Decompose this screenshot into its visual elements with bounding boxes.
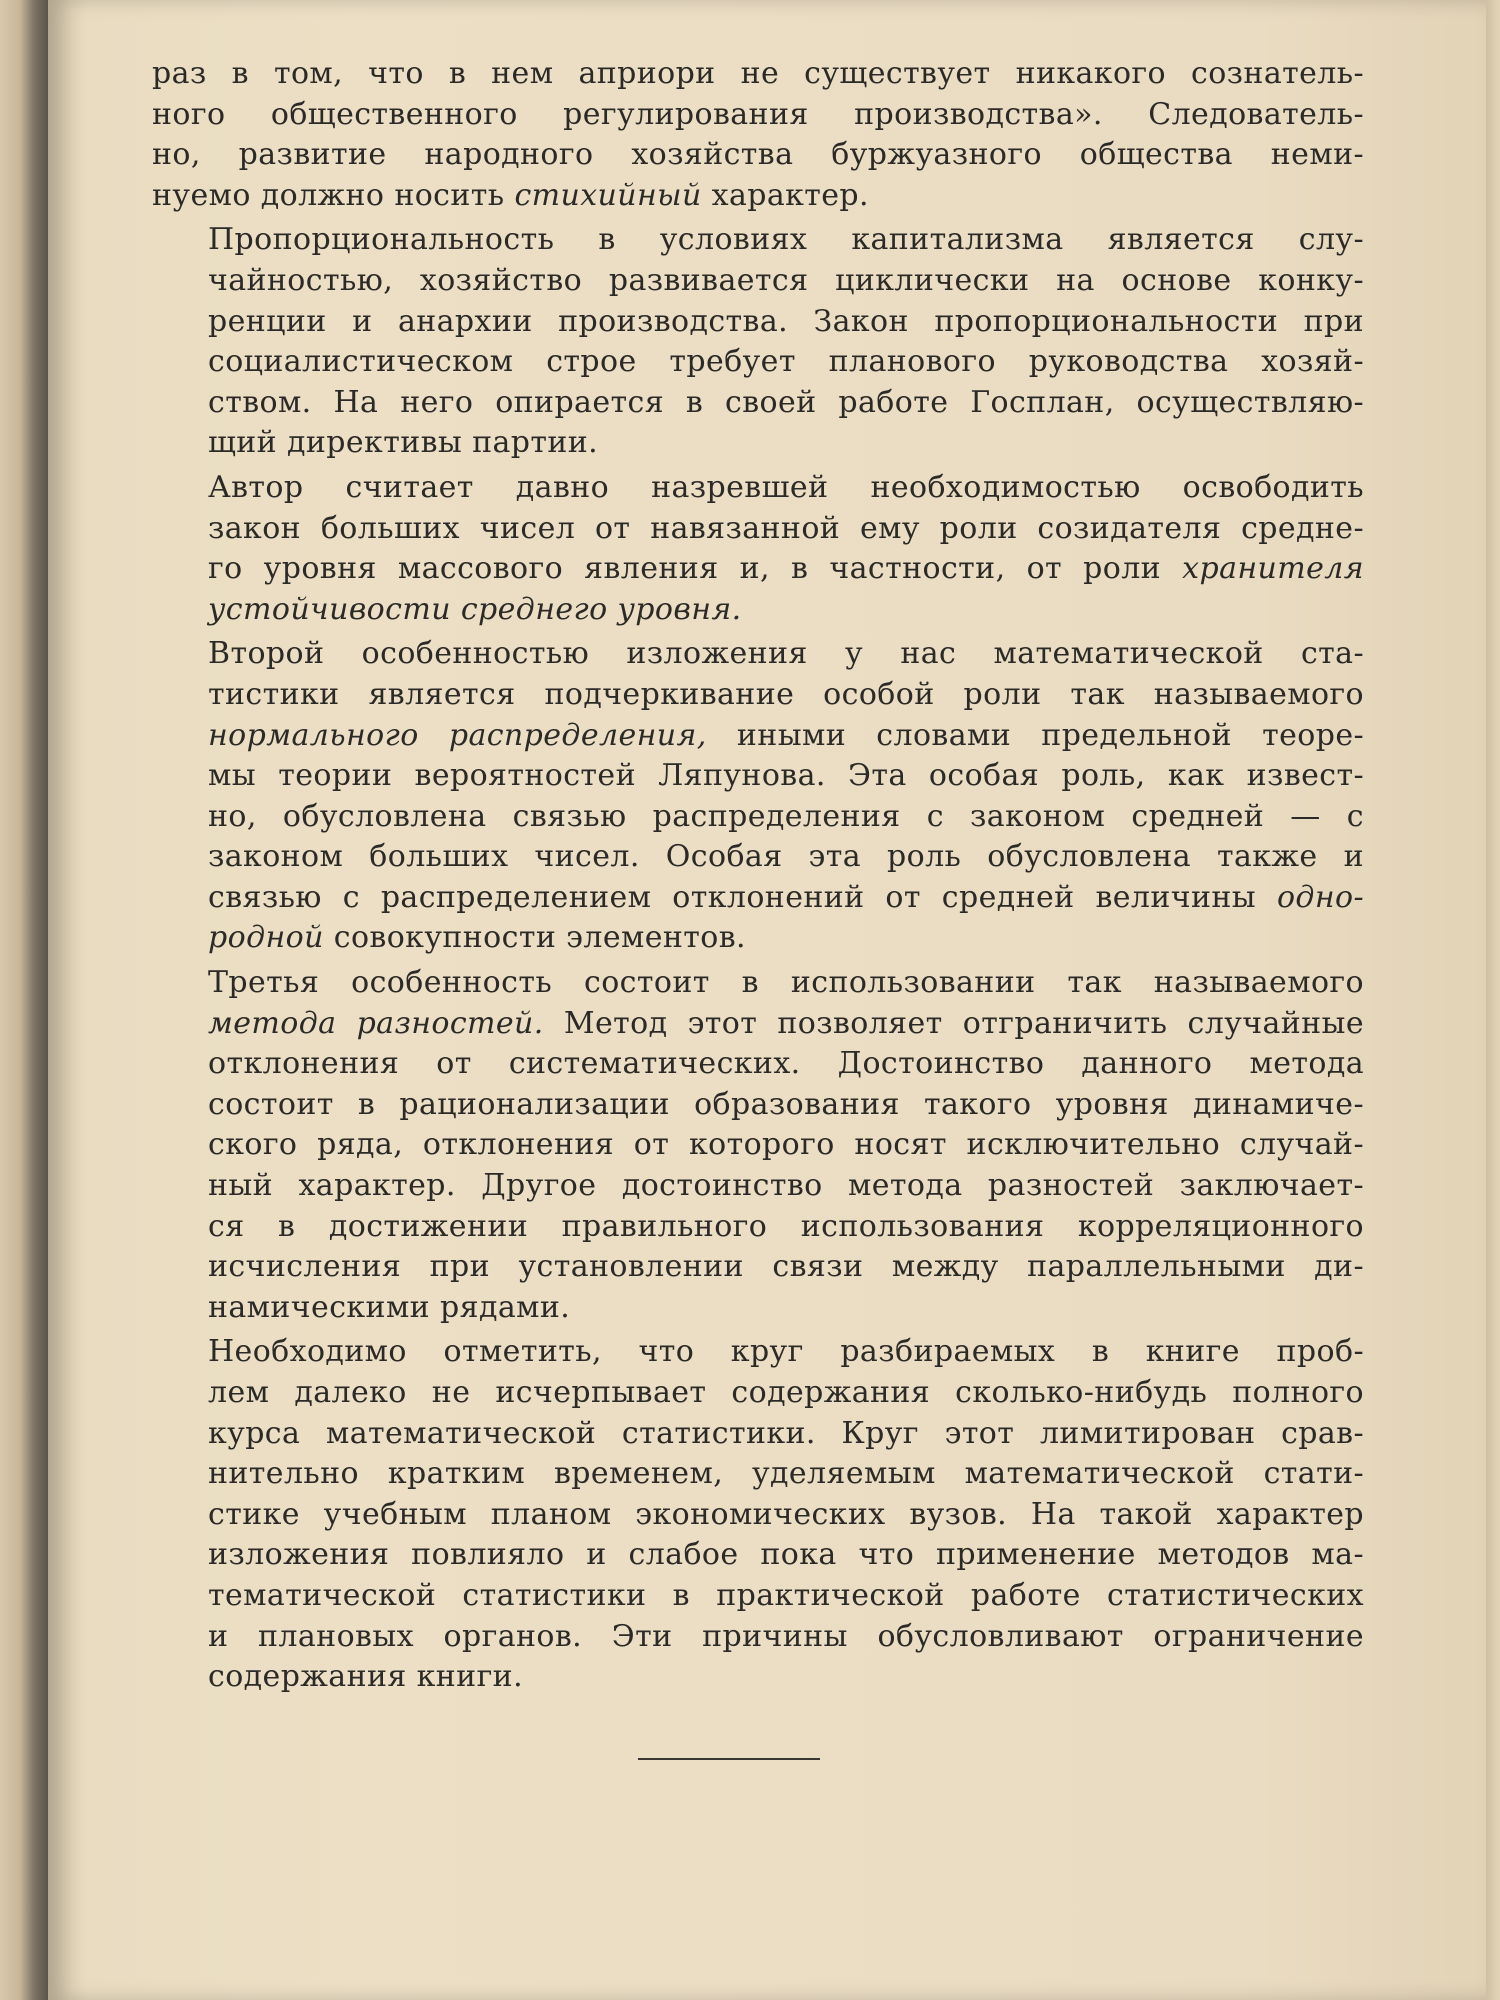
text-run: Автор считает давно назревшей необходимостью освободить: [208, 469, 1364, 505]
text-run: ством. На него опирается в своей работе Госплан, осуществляю-: [208, 384, 1364, 420]
italic-run: нормального распределения,: [208, 717, 707, 753]
text-line: [152, 95, 1364, 136]
text-line: [152, 878, 1364, 919]
text-run: отклонения от систематических. Достоинство данного метода: [208, 1046, 1364, 1082]
text-line: [152, 509, 1364, 550]
text-line: [152, 1044, 1364, 1085]
page-edge-right: [1486, 0, 1500, 2000]
text-line: [152, 1207, 1364, 1248]
text-line: [152, 423, 1364, 464]
text-line: [152, 634, 1364, 675]
text-line: [152, 342, 1364, 383]
text-run: Второй особенностью изложения у нас математической ста-: [208, 636, 1364, 672]
text-line: [152, 590, 1364, 631]
text-run: Метод этот позволяет отграничить случайные: [543, 1005, 1364, 1041]
text-run: ся в достижении правильного использования корреляционного: [208, 1208, 1364, 1244]
italic-run: родной: [208, 920, 324, 956]
text-run: характер.: [701, 177, 869, 213]
end-rule: [638, 1758, 820, 1760]
text-line: [152, 1454, 1364, 1495]
text-run: чайностью, хозяйство развивается циклически на основе конку-: [208, 262, 1364, 298]
text-run: щий директивы партии.: [208, 425, 599, 461]
text-line: [152, 1414, 1364, 1455]
text-run: тематической статистики в практической работе статистических: [208, 1577, 1364, 1613]
text-line: [152, 797, 1364, 838]
paragraph: [152, 634, 1364, 959]
text-run: иными словами предельной теоре-: [706, 717, 1365, 753]
text-line: [152, 176, 1364, 217]
text-line: [152, 468, 1364, 509]
text-run: мы теории вероятностей Ляпунова. Эта особая роль, как извест-: [208, 758, 1364, 794]
text-run: но, обусловлена связью распределения с законом средней — с: [208, 798, 1364, 834]
text-line: [152, 837, 1364, 878]
paragraph: [152, 54, 1364, 216]
paragraph: [152, 468, 1364, 630]
italic-run: хранителя: [1182, 551, 1364, 587]
paragraph: [152, 963, 1364, 1328]
text-run: ренции и анархии производства. Закон пропорциональности при: [208, 303, 1364, 339]
text-run: закон больших чисел от навязанной ему роли созидателя средне-: [208, 510, 1364, 546]
text-line: [152, 1247, 1364, 1288]
text-run: ного общественного регулирования производства». Следователь-: [152, 96, 1364, 132]
body-text: [152, 54, 1364, 1702]
text-run: нуемо должно носить: [152, 177, 515, 213]
text-line: [152, 54, 1364, 95]
paragraph: [152, 1332, 1364, 1697]
text-line: [152, 675, 1364, 716]
text-line: [152, 1166, 1364, 1207]
text-run: содержания книги.: [208, 1659, 524, 1695]
italic-run: одно-: [1276, 879, 1364, 915]
text-line: [152, 1576, 1364, 1617]
text-run: го уровня массового явления и, в частности, от роли: [208, 551, 1183, 587]
text-line: [152, 1373, 1364, 1414]
text-run: ского ряда, отклонения от которого носят исключительно случай-: [208, 1127, 1364, 1163]
text-line: [152, 549, 1364, 590]
text-run: законом больших чисел. Особая эта роль обусловлена также и: [208, 839, 1364, 875]
text-line: [152, 302, 1364, 343]
text-line: [152, 1125, 1364, 1166]
text-line: [152, 261, 1364, 302]
text-line: [152, 756, 1364, 797]
text-run: стике учебным планом экономических вузов. На такой характер: [208, 1496, 1364, 1532]
text-run: курса математической статистики. Круг этот лимитирован срав-: [208, 1415, 1364, 1451]
italic-run: метода разностей.: [208, 1005, 544, 1041]
text-line: [152, 1332, 1364, 1373]
text-run: изложения повлияло и слабое пока что применение методов ма-: [208, 1537, 1364, 1573]
text-line: [152, 1004, 1364, 1045]
italic-run: стихийный: [514, 177, 702, 213]
text-line: [152, 1085, 1364, 1126]
italic-run: устойчивости среднего уровня.: [208, 591, 742, 627]
text-run: тистики является подчеркивание особой роли так называемого: [208, 676, 1364, 712]
text-line: [152, 1657, 1364, 1698]
book-spine-shadow: [0, 0, 48, 2000]
text-run: состоит в рационализации образования такого уровня динамиче-: [208, 1086, 1364, 1122]
text-run: лем далеко не исчерпывает содержания сколько-нибудь полного: [208, 1375, 1364, 1410]
text-line: [152, 963, 1364, 1004]
text-line: [152, 135, 1364, 176]
text-line: [152, 220, 1364, 261]
text-line: [152, 1288, 1364, 1329]
text-line: [152, 918, 1364, 959]
text-line: [152, 1495, 1364, 1536]
text-run: нительно кратким временем, уделяемым математической стати-: [208, 1456, 1364, 1492]
text-line: [152, 716, 1364, 757]
text-run: раз в том, что в нем априори не существует никакого сознатель-: [152, 56, 1364, 91]
text-line: [152, 383, 1364, 424]
paragraph: [152, 220, 1364, 464]
text-run: связью с распределением отклонений от средней величины: [208, 879, 1277, 915]
text-run: но, развитие народного хозяйства буржуазного общества неми-: [152, 137, 1364, 173]
text-run: Необходимо отметить, что круг разбираемых в книге проб-: [208, 1334, 1364, 1370]
book-page: [48, 0, 1486, 2000]
text-run: намическими рядами.: [208, 1289, 571, 1325]
text-line: [152, 1535, 1364, 1576]
text-run: Пропорциональность в условиях капитализма является слу-: [208, 222, 1364, 258]
text-line: [152, 1617, 1364, 1658]
text-run: социалистическом строе требует планового руководства хозяй-: [208, 344, 1364, 380]
text-run: исчисления при установлении связи между параллельными ди-: [208, 1249, 1364, 1285]
text-run: и плановых органов. Эти причины обусловливают ограничение: [208, 1618, 1364, 1654]
text-run: ный характер. Другое достоинство метода разностей заключает-: [208, 1168, 1364, 1204]
text-run: Третья особенность состоит в использовании так называемого: [208, 965, 1364, 1001]
text-run: совокупности элементов.: [323, 920, 746, 956]
